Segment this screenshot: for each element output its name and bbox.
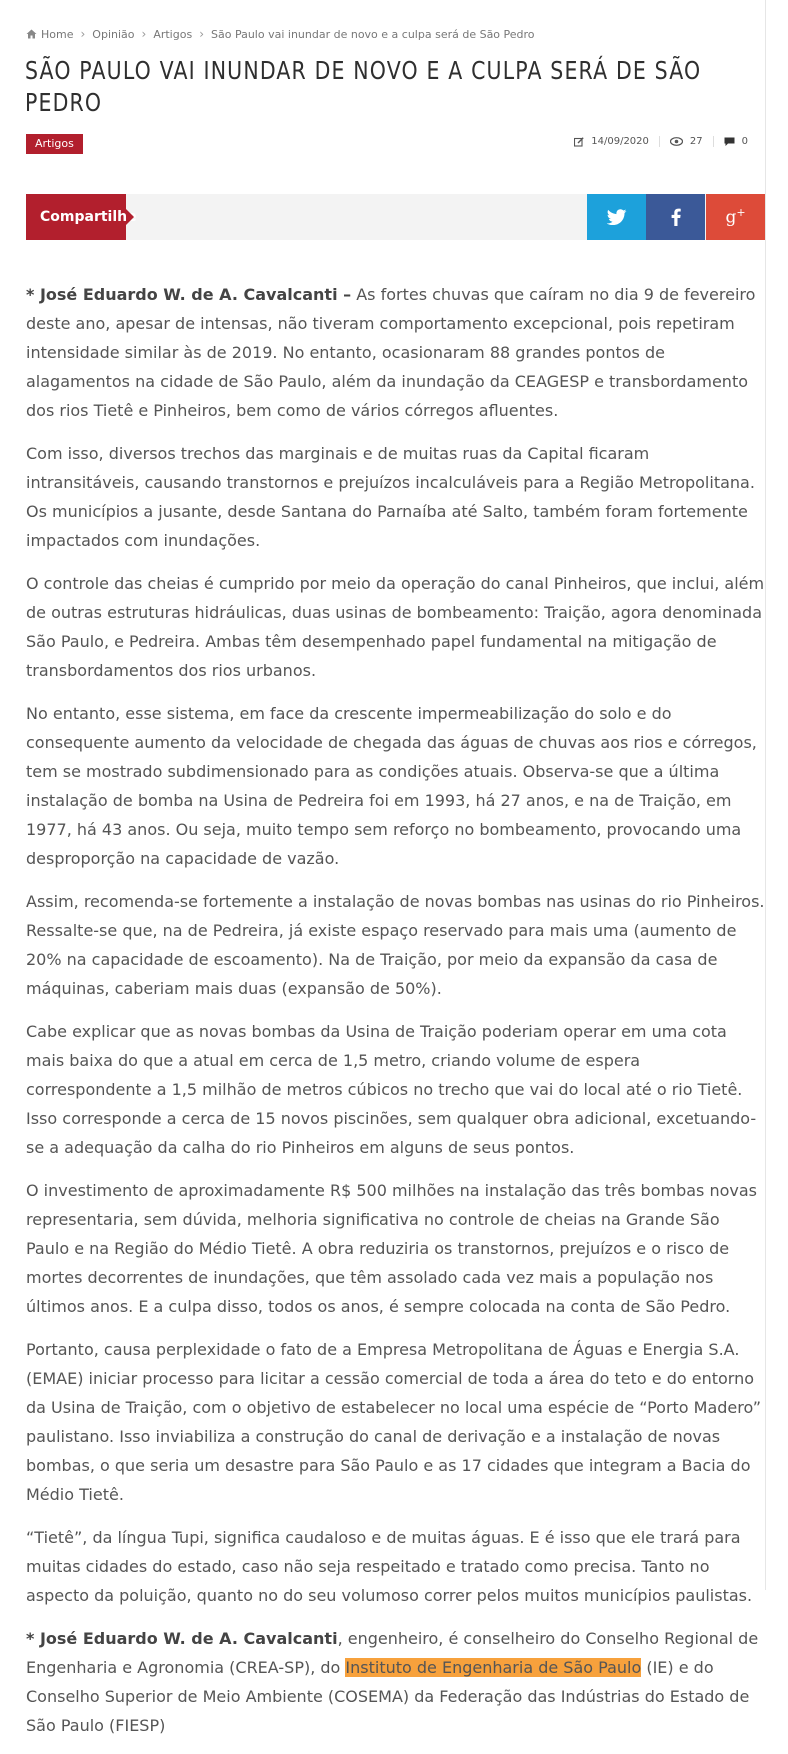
article-paragraph: Assim, recomenda-se fortemente a instalação de novas bombas nas usinas do rio Pinheiros. Ressalte-se que, na de Pedreira, já existe espaço reservado para mais uma (aumento de 20% na capacidade de escoamento). Na de Traição, por meio da expansão da casa de máquinas, caberiam mais duas (expansão de 50%). xyxy=(26,892,765,998)
article-paragraph: Cabe explicar que as novas bombas da Usina de Traição poderiam operar em uma cota mais baixa do que a atual em cerca de 1,5 metro, criando volume de espera correspondente a 1,5 milhão de metros cúbicos no trecho que vai do local até o rio Tietê. Isso corresponde a cerca de 15 novos piscinões, sem qualquer obra adicional, excetuando-se a adequação da calha do rio Pinheiros em alguns de seus pontos. xyxy=(26,1022,757,1157)
post-comments-count: 0 xyxy=(741,136,748,147)
breadcrumb-opiniao-link[interactable]: Opinião xyxy=(92,27,135,41)
article-paragraph: No entanto, esse sistema, em face da crescente impermeabilização do solo e do consequente aumento da velocidade de chegada das águas de chuvas aos rios e córregos, tem se mostrado subdimensionado para as condições atuais. Observa-se que a última instalação de bomba na Usina de Pedreira foi em 1993, há 27 anos, e na de Traição, em 1977, há 43 anos. Ou seja, muito tempo sem reforço no bombeamento, provocando uma desproporção na capacidade de vazão. xyxy=(26,704,757,868)
google-plus-icon: g+ xyxy=(725,206,746,228)
google-plus-share-button[interactable] xyxy=(706,194,765,240)
page-title: SÃO PAULO VAI INUNDAR DE NOVO E A CULPA SERÁ DE SÃO PEDRO xyxy=(25,56,702,117)
post-views-count: 27 xyxy=(689,136,703,147)
comment-icon xyxy=(724,137,735,147)
category-badge[interactable]: Artigos xyxy=(26,134,83,154)
article-paragraph: * José Eduardo W. de A. Cavalcanti – As fortes chuvas que caíram no dia 9 de fevereiro deste ano, apesar de intensas, não tiveram comportamento excepcional, pois repetiram intensidade similar às de 2019. No entanto, ocasionaram 88 grandes pontos de alagamentos na cidade de São Paulo, além da inundação da CEAGESP e transbordamento dos rios Tietê e Pinheiros, bem como de vários córregos afluentes. xyxy=(26,285,756,420)
breadcrumb xyxy=(26,27,535,41)
eye-icon xyxy=(670,137,683,146)
share-bar xyxy=(26,194,765,240)
chevron-right-icon: › xyxy=(141,27,147,41)
article-paragraph: O controle das cheias é cumprido por meio da operação do canal Pinheiros, que inclui, além de outras estruturas hidráulicas, duas usinas de bombeamento: Traição, agora denominada São Paulo, e Pedreira. Ambas têm desempenhado papel fundamental na mitigação de transbordamentos dos rios urbanos. xyxy=(26,574,765,680)
share-label: Compartilhe xyxy=(26,194,126,240)
twitter-icon xyxy=(607,209,627,225)
article-paragraph: O investimento de aproximadamente R$ 500 milhões na instalação das três bombas novas representaria, sem dúvida, melhoria significativa no controle de cheias na Grande São Paulo e na Região do Médio Tietê. A obra reduziria os transtornos, prejuízos e o risco de mortes decorrentes de inundações, que têm assolado cada vez mais a população nos últimos anos. E a culpa disso, todos os anos, é sempre colocada na conta de São Pedro. xyxy=(26,1181,757,1316)
post-meta xyxy=(564,136,758,147)
article-paragraph: “Tietê”, da língua Tupi, significa caudaloso e de muitas águas. E é isso que ele trará para muitas cidades do estado, caso não seja respeitado e tratado como precisa. Tanto no aspecto da poluição, quanto no do seu volumoso correr pelos muitos municípios paulistas. xyxy=(26,1528,753,1605)
author-name: * José Eduardo W. de A. Cavalcanti – xyxy=(26,285,352,304)
facebook-icon xyxy=(671,208,681,226)
instituto-engenharia-link[interactable]: Instituto de Engenharia de São Paulo xyxy=(345,1658,642,1677)
article-paragraph: Com isso, diversos trechos das marginais e de muitas ruas da Capital ficaram intransitáveis, causando transtornos e prejuízos incalculáveis para a Região Metropolitana. Os municípios a jusante, desde Santana do Parnaíba até Salto, também foram fortemente impactados com inundações. xyxy=(26,444,755,550)
post-views xyxy=(659,136,713,147)
author-bio: * José Eduardo W. de A. Cavalcanti, engenheiro, é conselheiro do Conselho Regional de Engenharia e Agronomia (CREA-SP), do Instituto de Engenharia de São Paulo (IE) e do Conselho Superior de Meio Ambiente (COSEMA) da Federação das Indústrias do Estado de São Paulo (FIESP) xyxy=(26,1629,759,1735)
article-body xyxy=(26,280,766,1754)
author-name: * José Eduardo W. de A. Cavalcanti xyxy=(26,1629,338,1648)
breadcrumb-artigos-link[interactable]: Artigos xyxy=(153,27,193,41)
home-icon xyxy=(26,29,37,39)
twitter-share-button[interactable] xyxy=(587,194,646,240)
article-paragraph: Portanto, causa perplexidade o fato de a Empresa Metropolitana de Águas e Energia S.A. (EMAE) iniciar processo para licitar a cessão comercial de toda a área do teto e do entorno da Usina de Traição, com o objetivo de estabelecer no local uma espécie de “Porto Madero” paulistano. Isso inviabiliza a construção do canal de derivação e a instalação de novas bombas, o que seria um desastre para São Paulo e as 17 cidades que integram a Bacia do Médio Tietê. xyxy=(26,1340,762,1504)
breadcrumb-current: São Paulo vai inundar de novo e a culpa será de São Pedro xyxy=(211,27,535,41)
facebook-share-button[interactable] xyxy=(646,194,705,240)
post-comments[interactable] xyxy=(713,136,758,147)
chevron-right-icon: › xyxy=(199,27,204,41)
breadcrumb-home-link[interactable]: Home xyxy=(41,27,74,41)
chevron-right-icon: › xyxy=(80,27,86,41)
post-date xyxy=(564,136,659,147)
edit-icon xyxy=(574,137,584,147)
post-date-text: 14/09/2020 xyxy=(591,136,649,147)
